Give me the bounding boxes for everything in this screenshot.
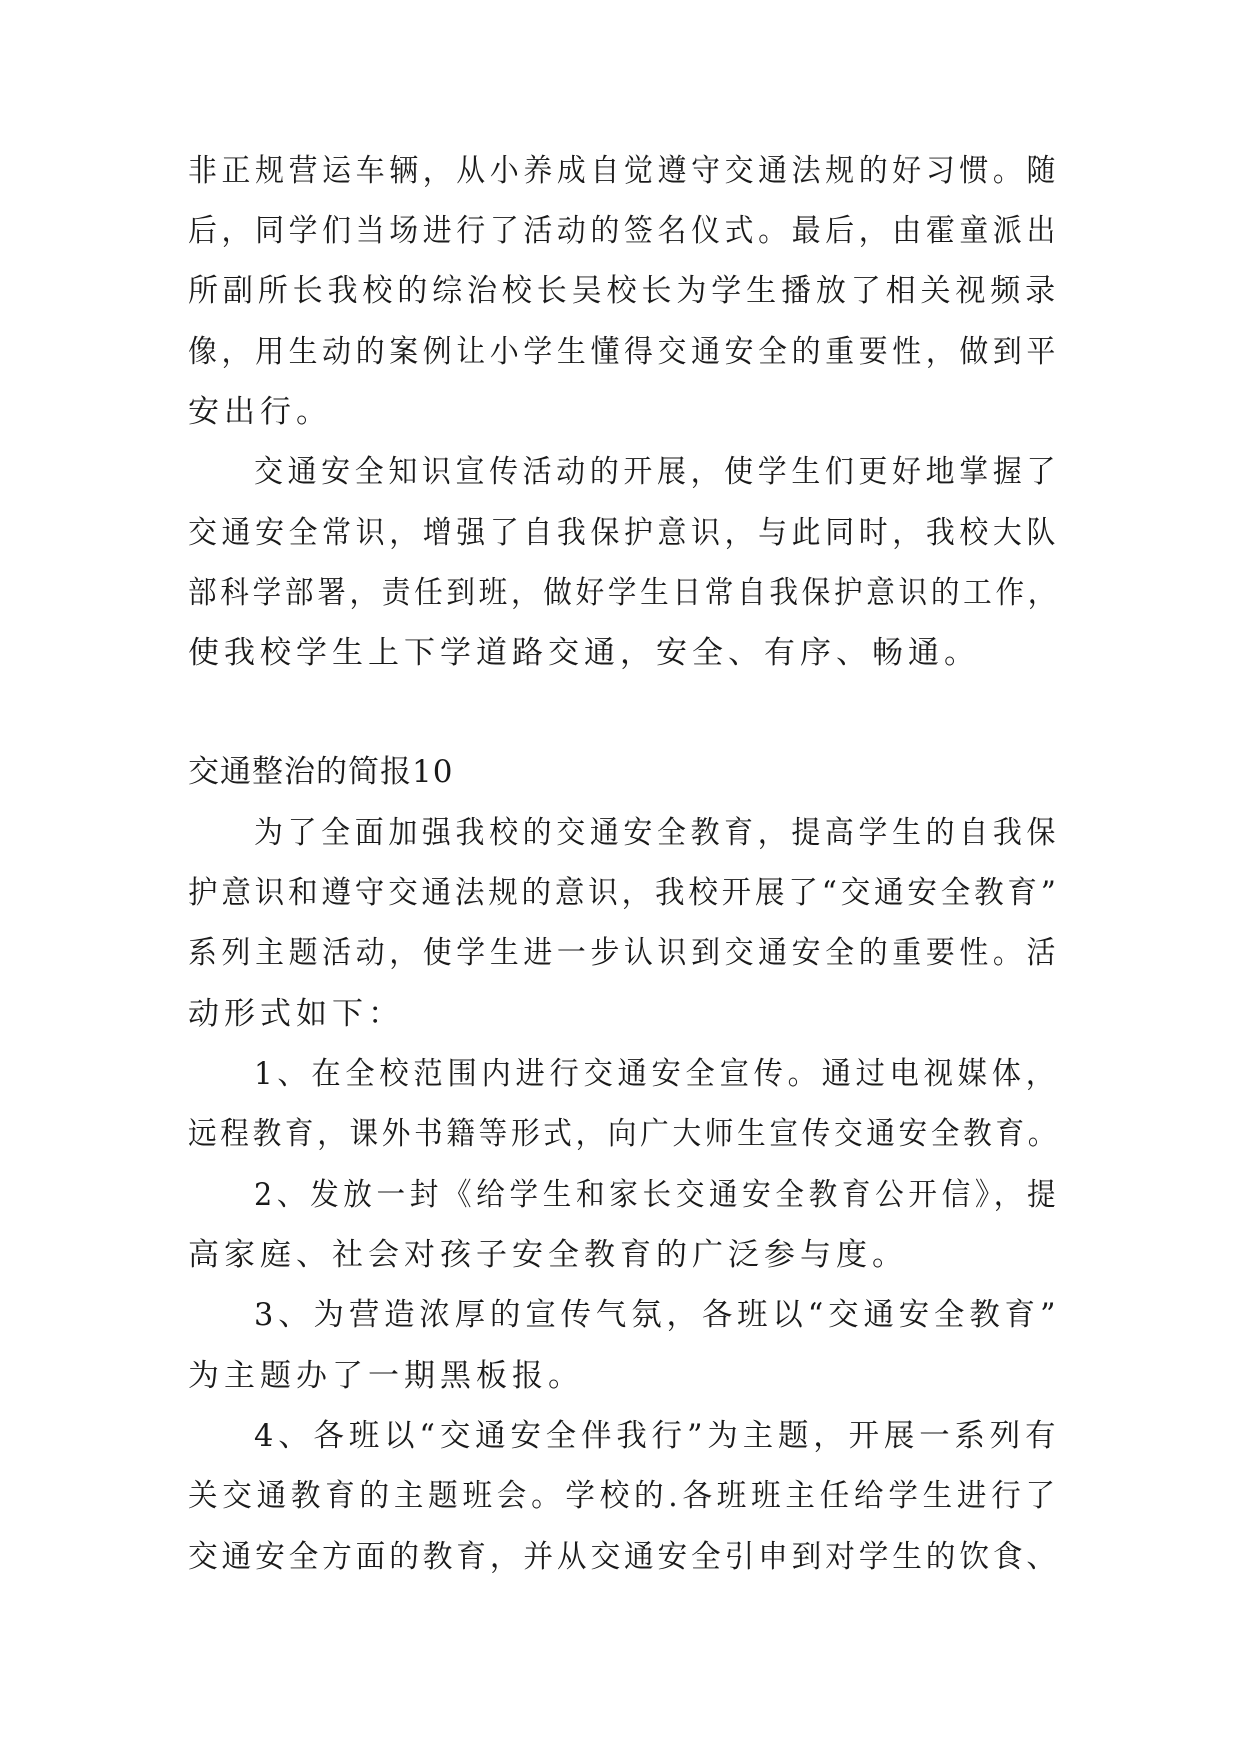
text-line: 像，用生动的案例让小学生懂得交通安全的重要性，做到平 — [188, 334, 1060, 370]
text-line: 高家庭、社会对孩子安全教育的广泛参与度。 — [188, 1237, 908, 1273]
list-item-2: 2、发放一封《给学生和家长交通安全教育公开信》，提 — [254, 1177, 1061, 1213]
text-line: 远程教育，课外书籍等形式，向广大师生宣传交通安全教育。 — [188, 1116, 1061, 1152]
text-line: 为主题办了一期黑板报。 — [188, 1358, 584, 1394]
list-item-3: 3、为营造浓厚的宣传气氛，各班以“交通安全教育” — [254, 1297, 1061, 1333]
text-line: 所副所长我校的综治校长吴校长为学生播放了相关视频录 — [188, 273, 1061, 309]
text-line: 部科学部署，责任到班，做好学生日常自我保护意识的工作， — [188, 575, 1061, 611]
text-line: 动形式如下： — [188, 996, 404, 1032]
paragraph-first-line: 为了全面加强我校的交通安全教育，提高学生的自我保 — [254, 815, 1061, 851]
text-line: 护意识和遵守交通法规的意识，我校开展了“交通安全教育” — [188, 875, 1060, 911]
text-line: 安出行。 — [188, 394, 332, 430]
text-line: 使我校学生上下学道路交通，安全、有序、畅通。 — [188, 635, 980, 671]
paragraph-first-line: 交通安全知识宣传活动的开展，使学生们更好地掌握了 — [254, 454, 1061, 490]
list-item-1: 1、在全校范围内进行交通安全宣传。通过电视媒体， — [254, 1056, 1060, 1092]
list-item-4: 4、各班以“交通安全伴我行”为主题，开展一系列有 — [254, 1418, 1061, 1454]
text-line: 交通安全方面的教育，并从交通安全引申到对学生的饮食、 — [188, 1539, 1060, 1575]
text-line: 非正规营运车辆，从小养成自觉遵守交通法规的好习惯。随 — [188, 153, 1060, 189]
text-line: 交通安全常识，增强了自我保护意识，与此同时，我校大队 — [188, 515, 1060, 551]
text-line: 系列主题活动，使学生进一步认识到交通安全的重要性。活 — [188, 935, 1060, 971]
section-heading: 交通整治的简报10 — [188, 754, 454, 790]
text-line: 后，同学们当场进行了活动的签名仪式。最后，由霍童派出 — [188, 213, 1060, 249]
text-line: 关交通教育的主题班会。学校的.各班班主任给学生进行了 — [188, 1478, 1060, 1514]
